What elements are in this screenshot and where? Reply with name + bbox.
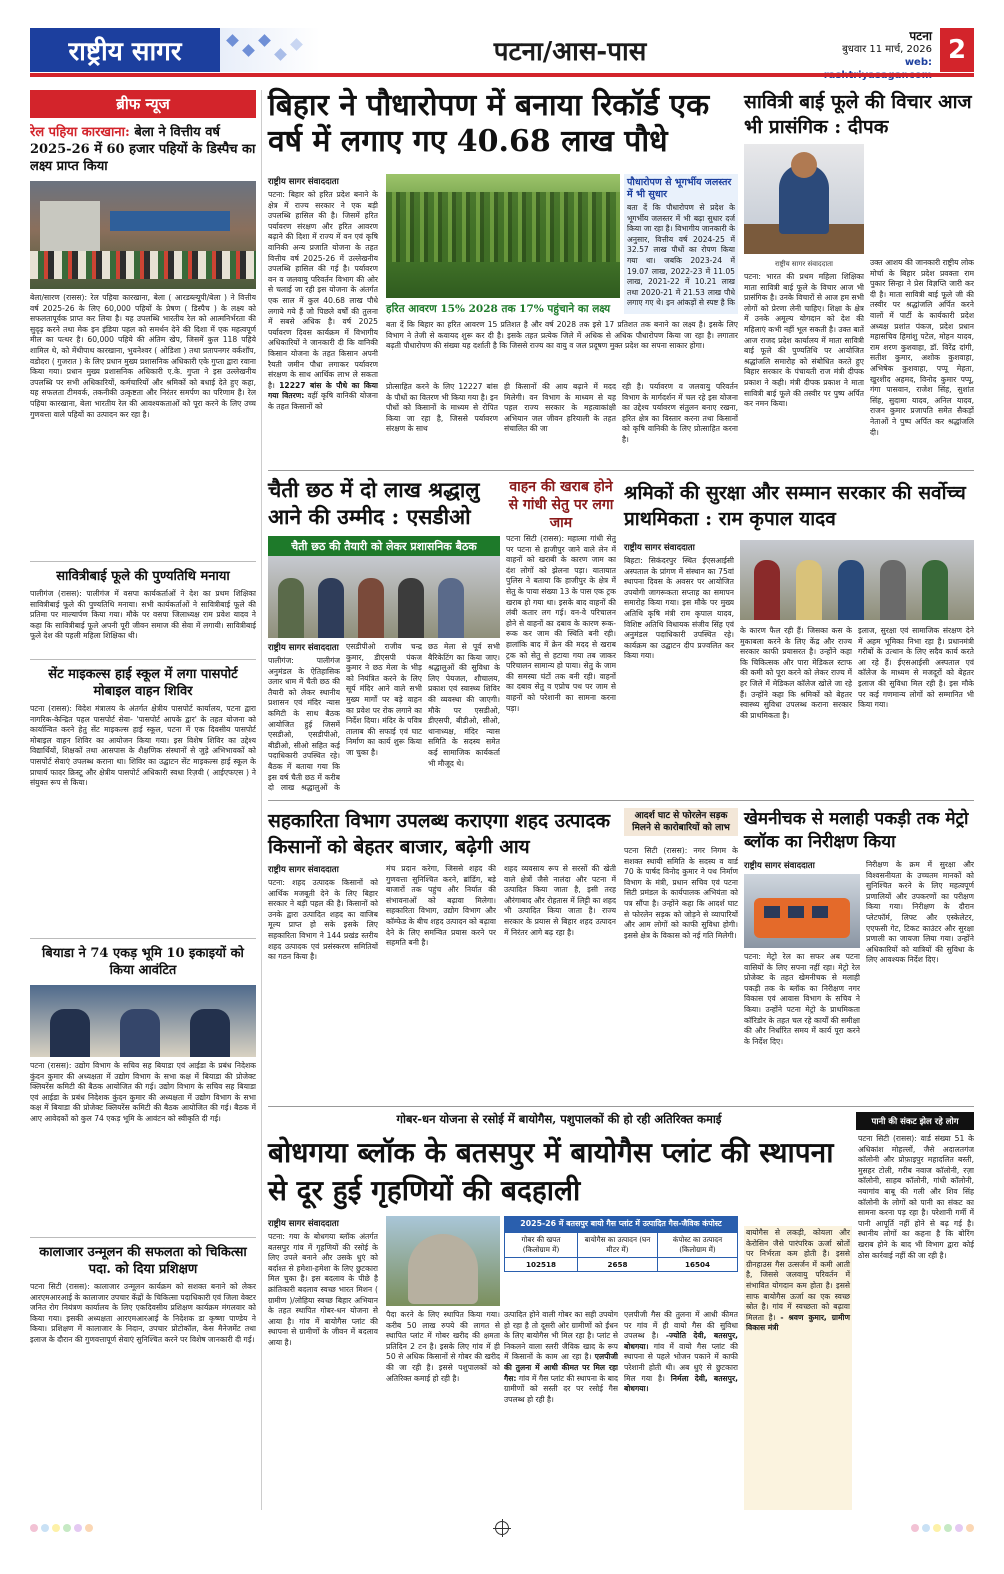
color-registration-dots — [911, 1524, 974, 1532]
savitri-headline: सावित्री बाई फूले की विचार आज भी प्रासंगिक : दीपक — [744, 91, 972, 138]
chhath-byline: राष्ट्रीय सागर संवाददाता — [268, 643, 339, 653]
brief-news-title: ब्रीफ न्यूज — [30, 90, 256, 118]
photo-biogas-plant — [386, 1216, 500, 1306]
gobar-column-4 — [624, 1310, 738, 1510]
gobar-column-1: पटना: गया के बोधगया ब्लॉक अंतर्गत बतसपुर गांव में गृहणियों की रसोई के लिए उपले बनाने और उसके धुएं को बर्दाश्त से हमेशा-हमेशा के लिए छुटकारा मिल चुका है। इस बदलाव के पीछे है क्रांतिकारी बदलाव स्वच्छ भारत मिशन ( ग्रामीण )/लोहिया स्वच्छ बिहार अभियान के तहत स्थापित गोबर-धन योजना से आया है। गांव में बायोगैस प्लांट की स्थापना से ग्रामीणों के जीवन में बदलाव आया है। — [268, 1232, 378, 1347]
chhath-column-2: एसडीपीओ राजीव चन्द्र कुमार, डीएसपी पंकज कुमार ने छठ मेला के भीड़ को नियंत्रित करने के लिए सूर्य मंदिर आने वाले सभी मुख्य मार्गों पर बड़े वाहन का प्रवेश पर रोक लगाने का निर्देश दिया। मंदिर के पवित्र तालाब की सफाई एवं घाट निर्माण का कार्य शुरू किया जा चुका है। — [346, 642, 422, 757]
savitri-byline: राष्ट्रीय सागर संवाददाता — [775, 260, 833, 268]
website-link[interactable]: web: — [904, 57, 932, 68]
table-cell: 102518 — [505, 1258, 578, 1272]
divider — [30, 659, 256, 660]
print-footer — [30, 1522, 974, 1534]
photo-biada-meeting — [30, 985, 256, 1057]
divider — [30, 938, 256, 939]
labour-column-2: के कारण फैल रही हैं। जिसका कस के मुकाबला करने के लिए केंद्र और राज्य सरकार काफी प्रयासरत है। उन्होंने कहा कि चिकित्सक और पारा मेडिकल स्टाफ की कमी को पूरा करने को लेकर राज्य में हर जिले में मेडिकल कॉलेज खोले जा रहे हैं। उन्होंने कहा कि श्रमिकों को बेहतर स्वास्थ्य सुविधा उपलब्ध कराना सरकार की प्राथमिकता है। — [740, 626, 852, 720]
brief-headline-1 — [30, 124, 256, 175]
masthead-decoration — [220, 28, 320, 72]
gobar-col3-tail: गांव में गैस प्लांट की स्थापना के बाद ग्रामीणों को सस्ती दर पर रसोई गैस उपलब्ध हो रही है। — [504, 1373, 618, 1404]
gobar-col5-sig: - श्रवण कुमार, ग्रामीण विकास मंत्री — [746, 1312, 851, 1333]
labour-byline: राष्ट्रीय सागर संवाददाता — [624, 543, 695, 553]
brief-body-4: पटना (रासस): उद्योग विभाग के सचिव सह बियाडा एवं आईडा के प्रबंध निदेशक कुंदन कुमार की अध्यक्षता में उद्योग विभाग के सभा कक्ष में बियाडा की प्रोजेक्ट क्लियरेंस कमिटी की बैठक आयोजित की गई। उद्योग विभाग के सचिव सह बियाडा एवं आईडा के प्रबंध निदेशक कुंदन कुमार की अध्यक्षता में उद्योग विभाग के सभा कक्ष में बियाडा की प्रोजेक्ट क्लियरेंस कमिटी की बैठक आयोजित की गई। बैठक में आए आवेदकों को कुल 74 एकड़ भूमि के आवंटन को स्वीकृति दी गई। — [30, 1061, 256, 1123]
labour-column-1: बिहटा: सिकंदरपुर स्थित ईएसआईसी अस्पताल के प्रांगण में संस्थान का 75वां स्थापना दिवस के अवसर पर आयोजित उपयोगी जागरूकता सप्ताह का समापन समारोह किया गया। इस मौके पर मुख्य अतिथि कृषि मंत्री राम कृपाल यादव, विशिष्ट अतिथि विधायक संजीव सिंह एवं अनुमंडल पदाधिकारी उपस्थित रहे। कार्यक्रम का उद्घाटन दीप प्रज्वलित कर किया गया। — [624, 556, 734, 661]
photo-wheel-factory — [30, 181, 256, 289]
masthead — [30, 28, 974, 72]
biogas-stats-table — [504, 1232, 738, 1272]
water-head: पानी की संकट झेल रहे लोग — [856, 1112, 974, 1130]
masthead-meta — [820, 28, 940, 72]
photo-metro — [744, 874, 860, 948]
savitri-column-2: उक्त आशय की जानकारी राष्ट्रीय लोक मोर्चा के बिहार प्रदेश प्रवक्ता राम पुकार सिन्हा ने प्रेस विज्ञप्ति जारी कर दी है। माता सावित्री बाई फूले जी की तस्वीर पर श्रद्धांजलि अर्पित करने वालों में पार्टी के कार्यकारी प्रदेश अध्यक्ष प्रशांत पंकज, प्रदेश प्रधान महासचिव हिमांशु पटेल, मोहन यादव, राम शरण कुशवाहा, डॉ. विरेंद्र दांगी, सतीश कुमार, अशोक कुशवाहा, अभिषेक कुशवाहा, पप्पू मेहता, खुरशीद अहमद, विनोद कुमार पप्पू, गंगा पासवान, राजेश सिंह, सुशांत सिंह, सुदामा यादव, अनिल यादव, राजन कुमार प्रजापति समेत सैकड़ों नेताओं ने पुष्प अर्पित कर श्रद्धांजलि दी। — [870, 258, 974, 437]
lead-col1-text: पटना: बिहार को हरित प्रदेश बनाने के क्षेत्र में राज्य सरकार ने एक बड़ी उपलब्धि हासिल की है। जिसमें हरित पर्यावरण संरक्षण और हरित आवरण बढ़ाने की दिशा में राज्य में वन एवं कृषि वानिकी अन्य प्रजाति योजना के तहत वित्तीय वर्ष 2025-26 में उल्लेखनीय उपलब्धि हासिल की गई है। पर्यावरण वन व जलवायु परिवर्तन विभाग की ओर से चलाई जा रही इस योजना के अंतर्गत एक साल में कुल 40.68 लाख पौधे लगाये गये हैं जो पिछले वर्षों की तुलना में सबसे अधिक है। वर्ष 2025 पर्यावरण दिवस कार्यक्रम में विभागीय अधिकारियों ने जानकारी दी कि वानिकी किसान योजना के तहत किसान अपनी रैयती जमीन पौधा लगाकर पर्यावरण संरक्षण के साथ आर्थिक लाभ ले सकता है। — [268, 190, 378, 390]
gobar-col4-bold: -ज्योति देवी, बतसपुर, बोधगया। — [624, 1331, 738, 1351]
adarsh-box — [624, 808, 738, 836]
brief-news-column — [30, 90, 256, 1510]
groundwater-box-head: पौधारोपण से भूगर्भीय जलस्तर में भी सुधार — [627, 177, 732, 200]
gobar-column-2: पैदा करने के लिए स्थापित किया गया। करीब 50 लाख रुपये की लागत से स्थापित प्लांट में गोबर खरीद की क्षमता प्रतिदिन 2 टन है। इसके लिए गांव में ही 50 से अधिक किसानों से गोबर की खरीद की जा रही है। इससे पशुपालकों को अतिरिक्त कमाई हो रही है। — [386, 1310, 500, 1383]
divider — [268, 1106, 974, 1107]
honey-byline: राष्ट्रीय सागर संवाददाता — [268, 865, 339, 875]
groundwater-box-body: बता दें कि पौधारोपण से प्रदेश के भूगर्भीय जलस्तर में भी बढ़ा सुधार दर्ज किया जा रहा है। विभागीय जानकारी के अनुसार, वित्तीय वर्ष 2024-25 में 32.57 लाख पौधों का रोपण किया गया था। जबकि 2023-24 में 19.07 लाख, 2022-23 में 11.05 लाख, 2021-22 में 10.21 लाख तथा 2020-21 में 21.53 लाख पौधे लगाए गए थे। इन आंकड़ों से स्पष्ट है कि — [627, 203, 735, 307]
photo-biogas-wrap — [386, 1216, 500, 1306]
lead-column-2d: रही है। पर्यावरण व जलवायु परिवर्तन विभाग के मार्गदर्शन में चल रहे इस योजना का उद्देश्य पर्यावरण संतुलन बनाए रखना, हरित क्षेत्र का विस्तार करना तथा किसानों को कृषि वानिकी के लिए प्रोत्साहित करना है। — [622, 382, 738, 444]
brief-headline-4: बियाडा ने 74 एकड़ भूमि 10 इकाइयों को किया आवंटित — [42, 946, 244, 978]
honey-headline: सहकारिता विभाग उपलब्ध कराएगा शहद उत्पादक किसानों को बेहतर बाजार, बढ़ेगी आय — [268, 810, 611, 858]
gobar-column-3 — [504, 1310, 618, 1510]
metro-column-2: निरीक्षण के क्रम में सुरक्षा और विश्वसनीयता के उच्चतम मानकों को सुनिश्चित करने के लिए महत्वपूर्ण प्रणालियों और उपकरणों का परीक्षण किया गया। निरीक्षण के दौरान प्लेटफॉर्म, लिफ्ट और एस्केलेटर, एएफसी गेट, टिकट काउंटर और सुरक्षा प्रणाली का जायजा लिया गया। उन्होंने अधिकारियों को यात्रियों की सुविधा के लिए आवश्यक निर्देश दिए। — [866, 860, 974, 965]
column-rule — [261, 90, 262, 1510]
adarsh-headline: आदर्श घाट से फोरलेन सड़क मिलने से कारोबारियों को लाभ — [632, 811, 730, 833]
divider — [30, 561, 256, 562]
table-header: गोबर की खपत (किलोग्राम में) — [505, 1233, 578, 1258]
metro-column-1: पटना: मेट्रो रेल का सफर अब पटना वासियों के लिए सपना नहीं रहा। मेट्रो रेल प्रोजेक्ट के तहत खेमनीचक से मलाही पकड़ी तक के ब्लॉक का निरीक्षण नगर विकास एवं आवास विभाग के सचिव ने किया। उन्होंने पटना मेट्रो के प्राथमिकता कॉरिडोर के तहत चल रहे कार्यों की समीक्षा की और निर्धारित समय में कार्य पूरा करने के निर्देश दिए। — [744, 952, 860, 1046]
registration-mark-icon — [495, 1521, 509, 1535]
honey-column-2: मंच प्रदान करेगा, जिससे शहद की गुणवत्ता सुनिश्चित करने, ब्रांडिंग, बड़े बाजारों तक पहुंच और निर्यात की संभावनाओं को बढ़ावा मिलेगा। सहकारिता विभाग, उद्योग विभाग और कॉम्फेड के बीच शहद उत्पादन को बढ़ावा देने के लिए समन्वित प्रयास करने पर सहमति बनी है। — [386, 864, 496, 948]
chhath-column-3: छठ मेला से पूर्व सभी बैरिकेटिंग का किया जाए। श्रद्धालुओं की सुविधा के लिए पेयजल, शौचालय, प्रकाश एवं स्वास्थ्य शिविर की व्यवस्था की जाएगी। मौके पर एसडीओ, डीएसपी, बीडीओ, सीओ, थानाध्यक्ष, मंदिर न्यास समिति के सदस्य समेत कई सामाजिक कार्यकर्ता भी मौजूद थे। — [428, 642, 500, 768]
gobar-col4-sig: निर्मला देवी, बतसपुर, बोधगया। — [624, 1373, 738, 1394]
savitri-column-1: पटना: भारत की प्रथम महिला शिक्षिका माता सावित्री बाई फूले के विचार आज भी प्रासंगिक है। उनके विचारों से आज हम सभी लोगों को प्रेरणा लेनी चाहिए। शिक्षा के क्षेत्र में उनके अमूल्य योगदान को देश की महिलाएं कभी नहीं भूल सकती है। उक्त बातें आज राजद प्रदेश कार्यालय में माता सावित्री बाई फूले की पुण्यतिथि पर आयोजित श्रद्धांजलि समारोह को संबोधित करते हुए बिहार सरकार के पंचायती राज मंत्री दीपक प्रकाश ने कही। मंत्री दीपक प्रकाश ने माता सावित्री बाई फूले की तस्वीर पर पुष्प अर्पित कर नमन किया। — [744, 272, 864, 409]
biogas-table-title: 2025-26 में बतसपुर बायो गैस प्लांट में उत्पादित गैस-जैविक कंपोस्ट — [504, 1216, 738, 1232]
honey-column-1: पटना: शहद उत्पादक किसानों को आर्थिक मजबूती देने के लिए बिहार सरकार ने बड़ी पहल की है। किसानों को उनके द्वारा उत्पादित शहद का वाजिब मूल्य प्राप्त हो सके इसके लिए सहकारिता विभाग ने 144 प्रखंड स्तरीय शहद उत्पादक एवं प्रसंस्करण समितियों का गठन किया है। — [268, 878, 378, 962]
lead-headline: बिहार ने पौधारोपण में बनाया रिकॉर्ड एक वर्ष में लगाए गए 40.68 लाख पौधे — [268, 88, 710, 159]
lead-green-kicker: हरित आवरण 15% 2028 तक 17% पहुंचाने का लक्ष्य — [386, 303, 611, 315]
brief-kicker-1: रेल पहिया कारखाना: — [30, 125, 130, 140]
photo-minister — [744, 144, 864, 254]
biogas-table — [504, 1216, 738, 1272]
lead-byline: राष्ट्रीय सागर संवाददाता — [268, 177, 339, 187]
groundwater-box — [624, 174, 738, 314]
chhath-column-1: पालीगंज: पालीगंज अनुमंडल के ऐतिहासिक उलार धाम में चैती छठ की तैयारी को लेकर स्थानीय प्रशासन एवं मंदिर न्यास कमिटी के साथ बैठक आयोजित हुई जिसमें एसडीओ, एसडीपीओ, बीडीओ, सीओ सहित कई पदाधिकारी उपस्थित रहे। बैठक में बताया गया कि इस वर्ष चैती छठ में करीब दो लाख श्रद्धालुओं के — [268, 656, 340, 792]
photo-plantation — [386, 174, 620, 298]
lead-column-2a: बता दें कि बिहार का हरित आवरण 15 प्रतिशत है और वर्ष 2028 तक इसे 17 प्रतिशत तक बनाने का लक्ष्य है। इसके लिए विभाग ने तेजी से कवायद शुरू कर दी है। इसके तहत प्रत्येक जिले में अधिक से अधिक पौधारोपण किया जा रहा है। लगातार बढ़ती पौधारोपण की संख्या यह दर्शाती है कि जिससे राज्य का वायु व जल प्रदूषण मुक्त प्रदेश का सपना साकार होगा। — [386, 320, 738, 351]
brief-body-3: पटना (रासस): विदेश मंत्रालय के अंतर्गत क्षेत्रीय पासपोर्ट कार्यालय, पटना द्वारा नागरिक-केन्द्रित पहल पासपोर्ट सेवा- 'पासपोर्ट आपके द्वार' के तहत योजना को कार्यान्वित करने हेतु सेंट माइकल्स हाई स्कूल, पटना में एक दिवसीय पासपोर्ट मोबाइल वाहन शिविर का आयोजन किया गया। इस विशेष शिविर का उद्देश्य विद्यार्थियों, शिक्षकों तथा आसपास के शैक्षणिक संस्थानों से जुड़े अभिभावकों को पासपोर्ट सेवाएं उपलब्ध कराना था। शिविर का उद्घाटन सेंट माइकल्स हाई स्कूल के प्राचार्य फादर क्रिस्टू और क्षेत्रीय पासपोर्ट अधिकारी स्वधा रिज़वी ( आईएफएस ) ने संयुक्त रूप से किया। — [30, 704, 256, 788]
gobar-headline: बोधगया ब्लॉक के बतसपुर में बायोगैस प्लांट की स्थापना से दूर हुई गृहणियों की बदहाली — [268, 1136, 834, 1207]
metro-headline: खेमनीचक से मलाही पकड़ी तक मेट्रो ब्लॉक का निरीक्षण किया — [744, 809, 969, 852]
table-cell: 16504 — [657, 1258, 737, 1272]
masthead-rule — [30, 73, 974, 77]
chhath-headline: चैती छठ में दो लाख श्रद्धालु आने की उम्मीद : एसडीओ — [268, 477, 480, 529]
brief-headline-3: सेंट माइकल्स हाई स्कूल में लगा पासपोर्ट मोबाइल वाहन शिविर — [48, 667, 238, 699]
divider — [268, 470, 974, 471]
lead-col1-tail: वहीं कृषि वानिकी योजना के तहत किसानों को — [268, 391, 378, 411]
adarsh-body: पटना सिटी (रासस): नगर निगम के सशक्त स्थायी समिति के सदस्य व वार्ड 70 के पार्षद विनोद कुमार ने पथ निर्माण विभाग के मंत्री, प्रधान सचिव एवं पटना सिटी प्रमंडल के कार्यपालक अभियंता को पत्र सौंपा है। उन्होंने कहा कि आदर्श घाट से फोरलेन सड़क को जोड़ने से व्यापारियों और आम लोगों को काफी सुविधा होगी। इससे क्षेत्र के विकास को नई गति मिलेगी। — [624, 846, 738, 940]
labour-column-3: इलाज, सुरक्षा एवं सामाजिक संरक्षण देने में अहम भूमिका निभा रहा है। प्रधानमंत्री गरीबों के उत्थान के लिए सदैव कार्य करते आ रहे हैं। ईएसआईसी अस्पताल एवं कॉलेज के माध्यम से मजदूरों को बेहतर इलाज की सुविधा मिल रही है। इस मौके पर कई गणमान्य लोगों को सम्मानित भी किया गया। — [858, 626, 974, 710]
gobar-col4-tail: गांव में वायो गैस प्लांट की स्थापना से पहले भोजन पकाने में काफी परेशानी होती थी। अब धुएं से छुटकारा मिल गया है। — [624, 1341, 738, 1383]
traffic-headline: वाहन की खराब होने से गांधी सेतु पर लगा जाम — [508, 479, 614, 531]
gobar-col3-text: उत्पादित होने वाली गोबर का सही उपयोग हो रहा है तो दूसरी ओर ग्रामीणों को ईंधन के लिए बायोगैस भी मिल रहा है। प्लांट से निकलने वाला स्लरी जैविक खाद के रूप में किसानों के काम आ रहा है। — [504, 1310, 618, 1362]
photo-labour-event — [740, 540, 974, 620]
brief-headline-1-text: बेला ने वित्तीय वर्ष 2025-26 में 60 हजार पहियों के डिस्पैच का लक्ष्य प्राप्त किया — [30, 125, 256, 174]
gobar-byline: राष्ट्रीय सागर संवाददाता — [268, 1219, 339, 1229]
edition-city: पटना — [909, 29, 932, 43]
gobar-column-5 — [744, 1226, 852, 1510]
color-registration-dots — [30, 1524, 93, 1532]
divider — [30, 1237, 256, 1238]
newspaper-logo: राष्ट्रीय सागर — [30, 28, 220, 72]
gobar-col5-text: बायोगैस से लकड़ी, कोयला और केरोसिन जैसे पारंपरिक ऊर्जा स्रोतों पर निर्भरता कम होती है। इससे ग्रीनहाउस गैस उत्सर्जन में कमी आती है, जिससे जलवायु परिवर्तन में संभावित योगदान कम होता है। इससे साफ बायोगैस ऊर्जा का एक स्वच्छ स्रोत है। गांव में स्वच्छता को बढ़ावा मिलता है। — [746, 1228, 850, 1322]
chhath-bar: चैती छठ की तैयारी को लेकर प्रशासनिक बैठक — [268, 536, 500, 557]
labour-headline: श्रमिकों की सुरक्षा और सम्मान सरकार की सर्वोच्च प्राथमिकता : राम कृपाल यादव — [624, 482, 966, 530]
section-title: पटना/आस-पास — [493, 37, 647, 67]
gobar-strap: गोबर-धन योजना से रसोई में बायोगैस, पशुपालकों की हो रही अतिरिक्त कमाई — [396, 1112, 722, 1126]
brief-body-5: पटना सिटी (रासस): कालाजार उन्मूलन कार्यक्रम को सशक्त बनाने को लेकर आरएमआरआई के कालाजार उपचार केंद्रों के चिकित्सा पदाधिकारी एवं जिला वेक्टर जनित रोग नियंत्रण कार्यालय के लिए एकदिवसीय प्रशिक्षण कार्यक्रम मंगलवार को किया गया। इसकी अध्यक्षता आरएमआरआई के निदेशक डा कृष्णा पाण्डेय ने किया। प्रशिक्षण में कालाजार के निदान, उपचार प्रोटोकॉल, केस मैनेजमेंट तथा इलाज के दौरान की गुणवत्तापूर्ण सेवाएं सुनिश्चित करने पर विशेष जानकारी दी गई। — [30, 1282, 256, 1344]
table-header: बायोगैस का उत्पादन (घन मीटर में) — [578, 1233, 658, 1258]
table-cell: 2658 — [578, 1258, 658, 1272]
brief-headline-2: सावित्रीबाई फूले की पुण्यतिथि मनाया — [56, 569, 230, 584]
water-body: पटना सिटी (रासस): वार्ड संख्या 51 के अधिकांश मोहल्लों, जैसे अदालतगंज कॉलोनी और प्रोफ़ाइपुर महादलित बस्ती, मुसहर टोली, गरीब नवाज कॉलोनी, रज़ा कॉलोनी, साहब कॉलोनी, गांधी कॉलोनी, नयागांव बाबू की गली और शिव सिंह कॉलोनी के लोगों को पानी का संकट का सामना करना पड़ रहा है। परेशानी गर्मी में पानी आपूर्ति नहीं होने से बढ़ गई है। स्थानीय लोगों का कहना है कि बोरिंग खराब होने के बाद भी विभाग द्वारा कोई ठोस कार्रवाई नहीं की जा रही है। — [858, 1134, 974, 1260]
brief-headline-5: कालाजार उन्मूलन की सफलता को चिकित्सा पदा. को दिया प्रशिक्षण — [39, 1245, 247, 1277]
gobar-col4-text: एलपीजी गैस की तुलना में आधी कीमत पर गांव में ही वायो गैस की सुविधा उपलब्ध है। — [624, 1310, 738, 1341]
brief-body-1: बेला/सारण (रासस): रेल पहिया कारखाना, बेला ( आरडब्ल्यूपी/बेला ) ने वित्तीय वर्ष 2025-26 के लिए 60,000 पहियों के प्रेषण ( डिस्पैच ) के लक्ष्य को सफलतापूर्वक प्राप्त कर लिया है। यह उपलब्धि भारतीय रेल को आत्मनिर्भरता की सुदृढ़ करने तथा मेक इन इंडिया पहल को समर्थन देने की दिशा में एक महत्वपूर्ण मील का पत्थर है। 60,000 पहिये की अंतिम खेप, जिसमें कुल 118 पहिये शामिल थे, को मेंथीपाथ कारखाना, भुवनेश्वर ( ओडिशा ) तथा प्रतापनगर वर्कशॉप, वडोदरा ( गुजरात ) के लिए प्रधान मुख्य प्रशासनिक अधिकारी एके गुप्ता द्वारा रवाना किया गया। प्रधान मुख्य प्रशासनिक अधिकारी ए.के. गुप्ता ने इस उल्लेखनीय उपलब्धि पर सभी अधिकारियों, कर्मचारियों और श्रमिकों को बधाई देते हुए कहा, यह सफलता टीमवर्क, तकनीकी उत्कृष्टता और निरंतर समर्पण का परिणाम है। रेल पहिया कारखाना, बेला भारतीय रेल की आवश्यकताओं को पूरा करने के लिए उच्च गुणवत्ता वाले पहियों का उत्पादन कर रहा है। — [30, 293, 256, 419]
lead-column-2c: ही किसानों की आय बढ़ाने में मदद मिलेगी। वन विभाग के माध्यम से यह पहल राज्य सरकार के महत्वाकांक्षी अभियान जल जीवन हरियाली के तहत संचालित की जा — [504, 382, 616, 434]
lead-column-1 — [268, 190, 378, 462]
edition-date: बुधवार 11 मार्च, 2026 — [842, 44, 932, 55]
traffic-body: पटना सिटी (रासस): महात्मा गांधी सेतु पर पटना से हाजीपुर जाने वाले लेन में वाहनों को खराबी के कारण जाम का दंश लोगों को झेलना पड़ा। यातायात पुलिस ने बताया कि हाजीपुर के क्षेत्र में सेतु के पाया संख्या 13 के पास एक ट्रक खराब हो गया था। इसके बाद वाहनों की लंबी कतार लग गई। वन-वे परिचालन होने से वाहनों का दबाव के कारण रूक-रूक कर जाम की स्थिति बनी रही। हालांकि बाद में क्रेन की मदद से खराब ट्रक को सेतु से हटाया गया तब जाकर परिचालन सामान्य हो पाया। सेतु के जाम की समस्या घंटों तक बनी रही। वाहनों का दबाव सेतु व एप्रोच पथ पर जाम से वाहनों को परेशानी का सामना करना पड़ा। — [506, 534, 616, 713]
honey-column-3: शहद व्यवसाय रूप से सरसों की खेती वाले क्षेत्रों जैसे नालंदा और पटना में उत्पादित किया जाता है, इसी तरह औरंगाबाद और रोहतास में लिट्टी का शहद भी उत्पादित किया जाता है। राज्य सरकार के प्रयास से बिहार शहद उत्पादन में निरंतर आगे बढ़ रहा है। — [504, 864, 616, 937]
divider — [268, 800, 974, 801]
page-number: 2 — [940, 28, 974, 72]
gobar-col3-bold: एलपीजी की तुलना में आधी कीमत पर मिल रहा गैस: — [504, 1352, 618, 1383]
metro-byline: राष्ट्रीय सागर संवाददाता — [744, 861, 815, 871]
table-header: कंपोस्ट का उत्पादन (किलोग्राम में) — [657, 1233, 737, 1258]
brief-body-2: पालीगंज (रासस): पालीगंज में वसपा कार्यकर्ताओं ने देश का प्रथम शिक्षिका सावित्रीबाई फूले की पुण्यतिथि मनाया। सभी कार्यकर्ताओं ने सावित्रीबाई फूले की प्रतिमा पर माल्यार्पण किया गया। मौके पर वसपा जिलाध्यक्ष राम प्रवेश यादव ने कहा कि सावित्रीबाई फूले अपनी पूरी जीवन समाज की सेवा में लगायी। सावित्रीबाई फूले देश की पहली महिला शिक्षिका थी। — [30, 589, 256, 641]
lead-col1-bold: 12227 बांस के पौधे का किया गया वितरण: — [268, 380, 378, 401]
photo-chhath-meeting — [268, 556, 500, 638]
lead-column-2b: प्रोत्साहित करने के लिए 12227 बांस के पौधों का वितरण भी किया गया है। इन पौधों को किसानों के माध्यम से रोपित किया जा रहा है, जिससे पर्यावरण संरक्षण के साथ — [386, 382, 498, 434]
